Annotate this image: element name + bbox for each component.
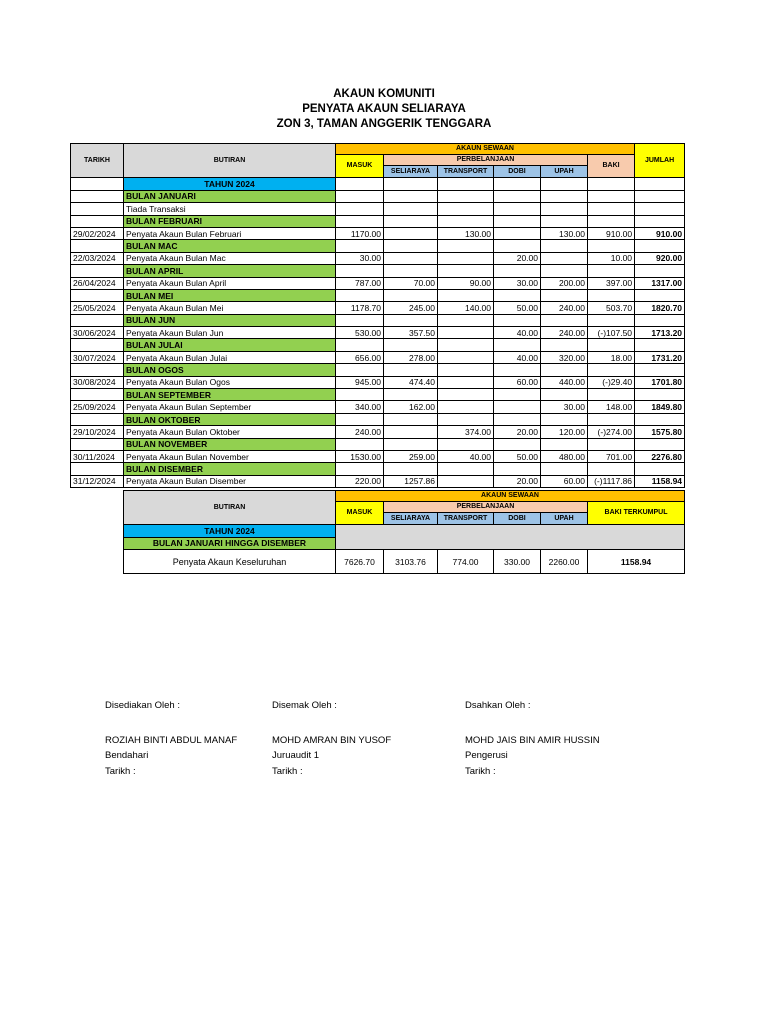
row-baki: (-)29.40 xyxy=(588,376,635,388)
row-baki: 910.00 xyxy=(588,227,635,239)
row-date: 30/07/2024 xyxy=(71,351,124,363)
month-label-row xyxy=(71,413,685,425)
summary-period-label: BULAN JANUARI HINGGA DISEMBER xyxy=(124,537,336,549)
row-baki: (-)274.00 xyxy=(588,426,635,438)
row-desc: Penyata Akaun Bulan Oktober xyxy=(124,426,336,438)
table-row xyxy=(71,376,685,388)
row-transport xyxy=(438,327,494,339)
document-title-block xyxy=(0,87,768,132)
row-desc: Penyata Akaun Bulan Disember xyxy=(124,475,336,487)
table-row xyxy=(71,252,685,264)
row-masuk: 1530.00 xyxy=(336,450,384,462)
row-date: 30/08/2024 xyxy=(71,376,124,388)
row-upah: 320.00 xyxy=(541,351,588,363)
row-masuk: 340.00 xyxy=(336,401,384,413)
summary-header-masuk: MASUK xyxy=(336,502,384,525)
summary-table xyxy=(123,490,685,574)
table-row xyxy=(71,475,685,487)
row-date: 30/06/2024 xyxy=(71,327,124,339)
month-label-row xyxy=(71,339,685,351)
summary-header-baki-terkumpul: BAKI TERKUMPUL xyxy=(588,502,685,525)
checked-date: Tarikh : xyxy=(272,765,303,777)
row-desc: Penyata Akaun Bulan Ogos xyxy=(124,376,336,388)
row-transport xyxy=(438,401,494,413)
row-upah: 240.00 xyxy=(541,327,588,339)
table-row xyxy=(71,401,685,413)
row-masuk: 945.00 xyxy=(336,376,384,388)
summary-transport: 774.00 xyxy=(438,550,494,574)
row-jumlah: 910.00 xyxy=(635,227,685,239)
row-baki: 18.00 xyxy=(588,351,635,363)
row-date: 29/02/2024 xyxy=(71,227,124,239)
row-dobi xyxy=(494,401,541,413)
title-line-2: PENYATA AKAUN SELIARAYA xyxy=(302,103,466,115)
month-label: BULAN MAC xyxy=(124,240,336,252)
row-upah: 60.00 xyxy=(541,475,588,487)
prepared-date: Tarikh : xyxy=(105,765,136,777)
row-seliaraya xyxy=(384,252,438,264)
table-row xyxy=(71,426,685,438)
month-label-row xyxy=(71,389,685,401)
row-dobi: 40.00 xyxy=(494,351,541,363)
row-upah: 440.00 xyxy=(541,376,588,388)
row-upah: 120.00 xyxy=(541,426,588,438)
row-transport xyxy=(438,376,494,388)
row-baki: 701.00 xyxy=(588,450,635,462)
month-label: BULAN FEBRUARI xyxy=(124,215,336,227)
row-dobi xyxy=(494,227,541,239)
row-upah: 130.00 xyxy=(541,227,588,239)
row-seliaraya xyxy=(384,426,438,438)
summary-dobi: 330.00 xyxy=(494,550,541,574)
row-upah: 480.00 xyxy=(541,450,588,462)
header-transport: TRANSPORT xyxy=(438,166,494,178)
row-transport: 90.00 xyxy=(438,277,494,289)
month-label-row xyxy=(71,438,685,450)
title-line-3: ZON 3, TAMAN ANGGERIK TENGGARA xyxy=(276,118,492,130)
table-row xyxy=(71,450,685,462)
row-desc: Penyata Akaun Bulan Mac xyxy=(124,252,336,264)
row-dobi: 50.00 xyxy=(494,450,541,462)
row-seliaraya: 259.00 xyxy=(384,450,438,462)
row-dobi: 50.00 xyxy=(494,302,541,314)
summary-year-label: TAHUN 2024 xyxy=(124,525,336,537)
row-upah: 240.00 xyxy=(541,302,588,314)
month-label: BULAN JUN xyxy=(124,314,336,326)
prepared-role: Bendahari xyxy=(105,750,149,761)
header-baki: BAKI xyxy=(588,155,635,178)
checked-title: Disemak Oleh : xyxy=(272,700,337,711)
row-baki: 10.00 xyxy=(588,252,635,264)
row-baki: 503.70 xyxy=(588,302,635,314)
summary-header-akaun-sewaan: AKAUN SEWAAN xyxy=(336,491,685,502)
month-label: BULAN OKTOBER xyxy=(124,413,336,425)
row-masuk: 1170.00 xyxy=(336,227,384,239)
row-seliaraya xyxy=(384,227,438,239)
row-masuk: 220.00 xyxy=(336,475,384,487)
row-transport: 140.00 xyxy=(438,302,494,314)
row-date: 22/03/2024 xyxy=(71,252,124,264)
month-label-row xyxy=(71,289,685,301)
row-desc: Penyata Akaun Bulan November xyxy=(124,450,336,462)
month-label-row xyxy=(71,364,685,376)
row-desc: Tiada Transaksi xyxy=(124,203,336,215)
month-label: BULAN NOVEMBER xyxy=(124,438,336,450)
summary-header-dobi: DOBI xyxy=(494,513,541,525)
row-upah xyxy=(541,252,588,264)
monthly-statement-table xyxy=(70,143,685,488)
table-row xyxy=(71,302,685,314)
header-butiran: BUTIRAN xyxy=(124,144,336,178)
table-row xyxy=(71,277,685,289)
row-baki: (-)1117.86 xyxy=(588,475,635,487)
row-dobi: 20.00 xyxy=(494,252,541,264)
summary-masuk: 7626.70 xyxy=(336,550,384,574)
row-masuk: 240.00 xyxy=(336,426,384,438)
row-masuk: 30.00 xyxy=(336,252,384,264)
approved-name: MOHD JAIS BIN AMIR HUSSIN xyxy=(465,734,600,746)
summary-baki-terkumpul: 1158.94 xyxy=(588,550,685,574)
summary-desc: Penyata Akaun Keseluruhan xyxy=(124,550,336,574)
signature-approved xyxy=(465,698,600,779)
row-seliaraya: 245.00 xyxy=(384,302,438,314)
row-baki: (-)107.50 xyxy=(588,327,635,339)
table-row xyxy=(71,203,685,215)
summary-header-butiran: BUTIRAN xyxy=(124,491,336,525)
row-desc: Penyata Akaun Bulan Mei xyxy=(124,302,336,314)
row-masuk: 530.00 xyxy=(336,327,384,339)
row-jumlah: 920.00 xyxy=(635,252,685,264)
row-dobi: 20.00 xyxy=(494,475,541,487)
row-desc: Penyata Akaun Bulan April xyxy=(124,277,336,289)
checked-name: MOHD AMRAN BIN YUSOF xyxy=(272,734,392,746)
header-seliaraya: SELIARAYA xyxy=(384,166,438,178)
row-desc: Penyata Akaun Bulan Julai xyxy=(124,351,336,363)
checked-role: Juruaudit 1 xyxy=(272,750,320,761)
header-upah: UPAH xyxy=(541,166,588,178)
header-akaun-sewaan: AKAUN SEWAAN xyxy=(336,144,635,155)
row-seliaraya: 474.40 xyxy=(384,376,438,388)
summary-header-perbelanjaan: PERBELANJAAN xyxy=(384,502,588,513)
row-desc: Penyata Akaun Bulan Februari xyxy=(124,227,336,239)
month-label-row xyxy=(71,240,685,252)
month-label: BULAN OGOS xyxy=(124,364,336,376)
table-row xyxy=(71,327,685,339)
row-jumlah: 1849.80 xyxy=(635,401,685,413)
row-seliaraya: 70.00 xyxy=(384,277,438,289)
title-line-1: AKAUN KOMUNITI xyxy=(333,88,435,100)
row-transport: 374.00 xyxy=(438,426,494,438)
approved-date: Tarikh : xyxy=(465,765,496,777)
row-jumlah: 1820.70 xyxy=(635,302,685,314)
approved-role: Pengerusi xyxy=(465,750,508,761)
table-row xyxy=(71,227,685,239)
row-transport xyxy=(438,475,494,487)
row-jumlah: 2276.80 xyxy=(635,450,685,462)
row-seliaraya: 278.00 xyxy=(384,351,438,363)
prepared-name: ROZIAH BINTI ABDUL MANAF xyxy=(105,734,238,746)
month-label-row xyxy=(71,314,685,326)
row-date: 31/12/2024 xyxy=(71,475,124,487)
row-desc: Penyata Akaun Bulan Jun xyxy=(124,327,336,339)
row-dobi: 40.00 xyxy=(494,327,541,339)
summary-header-upah: UPAH xyxy=(541,513,588,525)
row-date: 26/04/2024 xyxy=(71,277,124,289)
row-jumlah: 1575.80 xyxy=(635,426,685,438)
row-date: 29/10/2024 xyxy=(71,426,124,438)
row-dobi: 60.00 xyxy=(494,376,541,388)
approved-title: Dsahkan Oleh : xyxy=(465,700,531,711)
row-baki: 148.00 xyxy=(588,401,635,413)
month-label-row xyxy=(71,215,685,227)
row-jumlah: 1713.20 xyxy=(635,327,685,339)
row-desc: Penyata Akaun Bulan September xyxy=(124,401,336,413)
month-label: BULAN JANUARI xyxy=(124,190,336,202)
summary-header-transport: TRANSPORT xyxy=(438,513,494,525)
row-date: 30/11/2024 xyxy=(71,450,124,462)
signature-prepared xyxy=(105,698,237,779)
row-jumlah: 1317.00 xyxy=(635,277,685,289)
month-label-row xyxy=(71,190,685,202)
month-label: BULAN DISEMBER xyxy=(124,463,336,475)
row-dobi: 30.00 xyxy=(494,277,541,289)
header-dobi: DOBI xyxy=(494,166,541,178)
row-jumlah: 1701.80 xyxy=(635,376,685,388)
month-label-row xyxy=(71,463,685,475)
prepared-title: Disediakan Oleh : xyxy=(105,700,180,711)
row-upah: 30.00 xyxy=(541,401,588,413)
row-transport xyxy=(438,252,494,264)
row-masuk: 787.00 xyxy=(336,277,384,289)
row-masuk: 1178.70 xyxy=(336,302,384,314)
row-baki: 397.00 xyxy=(588,277,635,289)
header-perbelanjaan: PERBELANJAAN xyxy=(384,155,588,166)
row-jumlah: 1731.20 xyxy=(635,351,685,363)
header-masuk: MASUK xyxy=(336,155,384,178)
row-jumlah: 1158.94 xyxy=(635,475,685,487)
row-transport: 130.00 xyxy=(438,227,494,239)
row-date: 25/05/2024 xyxy=(71,302,124,314)
table-row xyxy=(71,351,685,363)
row-transport: 40.00 xyxy=(438,450,494,462)
row-dobi: 20.00 xyxy=(494,426,541,438)
row-upah: 200.00 xyxy=(541,277,588,289)
row-date: 25/09/2024 xyxy=(71,401,124,413)
month-label: BULAN MEI xyxy=(124,289,336,301)
row-seliaraya: 1257.86 xyxy=(384,475,438,487)
month-label: BULAN JULAI xyxy=(124,339,336,351)
summary-seliaraya: 3103.76 xyxy=(384,550,438,574)
month-label: BULAN APRIL xyxy=(124,265,336,277)
row-seliaraya: 357.50 xyxy=(384,327,438,339)
row-seliaraya: 162.00 xyxy=(384,401,438,413)
month-label: BULAN SEPTEMBER xyxy=(124,389,336,401)
row-masuk: 656.00 xyxy=(336,351,384,363)
summary-header-seliaraya: SELIARAYA xyxy=(384,513,438,525)
row-transport xyxy=(438,351,494,363)
header-jumlah: JUMLAH xyxy=(635,144,685,178)
summary-upah: 2260.00 xyxy=(541,550,588,574)
month-label-row xyxy=(71,265,685,277)
header-tarikh: TARIKH xyxy=(71,144,124,178)
year-label: TAHUN 2024 xyxy=(124,178,336,190)
signature-checked xyxy=(272,698,391,779)
